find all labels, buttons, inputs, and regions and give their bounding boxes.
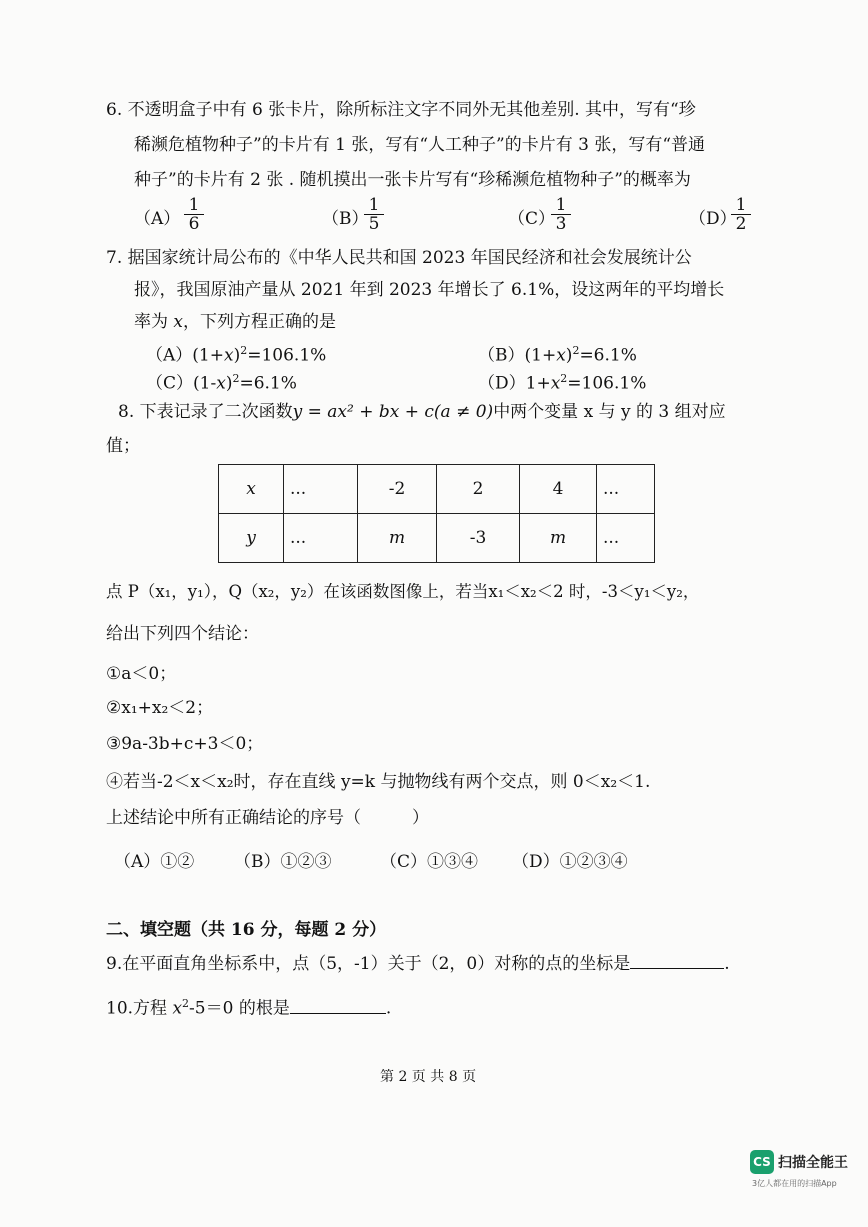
q7-option-d: $(D)1+x^2=106.1\%$ bbox=[478, 372, 647, 394]
q8-intro: 8. 下表记录了二次函数y = ax² + bx + c(a ≠ 0)中两个变量 x 与 y 的 3 组对应 bbox=[118, 402, 726, 422]
fraction: $\frac{1}{3}$ bbox=[551, 196, 571, 233]
q7-line-3: 率为 x，下列方程正确的是 bbox=[134, 312, 336, 332]
q6-line-2: 稀濒危植物种子”的卡片有 1 张，写有“人工种子”的卡片有 3 张，写有“普通 bbox=[134, 135, 706, 155]
q7-option-c: $(C)(1-x)^2=6.1\%$ bbox=[146, 372, 297, 394]
q7-option-a: $(A)(1+x)^2=106.1\%$ bbox=[146, 344, 327, 366]
q10: 10.方程 $x^2-5=0$ 的根是 . bbox=[106, 992, 391, 1021]
q6-line-1: 6. 不透明盒子中有 6 张卡片，除所标注文字不同外无其他差别. 其中，写有“珍 bbox=[106, 100, 696, 120]
option-label: （A） bbox=[134, 209, 181, 229]
watermark-tagline: 3亿人都在用的扫描App bbox=[752, 1179, 837, 1188]
q9: 9.在平面直角坐标系中，点（5，-1）关于（2，0）对称的点的坐标是 . bbox=[106, 950, 730, 976]
section-title: 二、填空题（共 16 分，每题 2 分） bbox=[106, 920, 387, 940]
answer-blank bbox=[290, 995, 386, 1014]
q8-option-d: （D）①②③④ bbox=[512, 852, 628, 872]
q8-ask: 上述结论中所有正确结论的序号（ ） bbox=[106, 808, 429, 828]
table-row bbox=[219, 465, 655, 514]
table-cell: m bbox=[358, 514, 437, 563]
table-cell: ... bbox=[597, 514, 655, 563]
table-cell: ... bbox=[284, 514, 358, 563]
q7-line-2: 报》，我国原油产量从 2021 年到 2023 年增长了 6.1%，设这两年的平均增长 bbox=[134, 280, 725, 300]
q8-formula: y = ax² + bx + c(a ≠ 0) bbox=[292, 402, 494, 422]
fraction: $\frac{1}{6}$ bbox=[184, 196, 204, 233]
table-row bbox=[219, 514, 655, 563]
table-cell: 2 bbox=[437, 465, 520, 514]
option-label: （B） bbox=[322, 209, 369, 229]
table-cell: -3 bbox=[437, 514, 520, 563]
q8-conclusion-3: ③9a-3b+c+3＜0； bbox=[106, 734, 264, 754]
table-cell: m bbox=[520, 514, 597, 563]
q6-line-3: 种子”的卡片有 2 张 . 随机摸出一张卡片写有“珍稀濒危植物种子”的概率为 bbox=[134, 170, 691, 190]
page-number: 第 2 页 共 8 页 bbox=[380, 1069, 477, 1085]
watermark-name: 扫描全能王 bbox=[778, 1155, 848, 1171]
table-cell: -2 bbox=[358, 465, 437, 514]
option-label: （D） bbox=[689, 209, 737, 229]
table-cell: x bbox=[219, 465, 284, 514]
q8-conclusion-1: ①a＜0； bbox=[106, 664, 177, 684]
q8-option-c: （C）①③④ bbox=[380, 852, 479, 872]
table-cell: ... bbox=[284, 465, 358, 514]
table-cell: 4 bbox=[520, 465, 597, 514]
fraction: $\frac{1}{5}$ bbox=[364, 196, 384, 233]
q8-conclusion-2: ②x₁+x₂＜2； bbox=[106, 698, 214, 718]
value-table bbox=[218, 464, 655, 563]
q8-condition-1: 点 P（x₁，y₁），Q（x₂，y₂）在该函数图像上，若当x₁＜x₂＜2 时，-3＜y₁＜y₂， bbox=[106, 582, 700, 601]
answer-blank bbox=[630, 950, 724, 969]
fraction: $\frac{1}{2}$ bbox=[731, 196, 751, 233]
q8-condition-2: 给出下列四个结论： bbox=[106, 624, 259, 644]
q8-option-a: （A）①② bbox=[114, 852, 195, 872]
table-cell: ... bbox=[597, 465, 655, 514]
q8-intro-line-2: 值； bbox=[106, 436, 140, 456]
cs-logo-icon: CS bbox=[750, 1150, 774, 1174]
table-cell: y bbox=[219, 514, 284, 563]
q8-conclusion-4: ④若当-2＜x＜x₂时，存在直线 y=k 与抛物线有两个交点，则 0＜x₂＜1. bbox=[106, 772, 651, 792]
q8-option-b: （B）①②③ bbox=[234, 852, 332, 872]
q7-line-1: 7. 据国家统计局公布的《中华人民共和国 2023 年国民经济和社会发展统计公 bbox=[106, 248, 692, 268]
q7-option-b: $(B)(1+x)^2=6.1\%$ bbox=[478, 344, 637, 366]
option-label: （C） bbox=[508, 209, 556, 229]
